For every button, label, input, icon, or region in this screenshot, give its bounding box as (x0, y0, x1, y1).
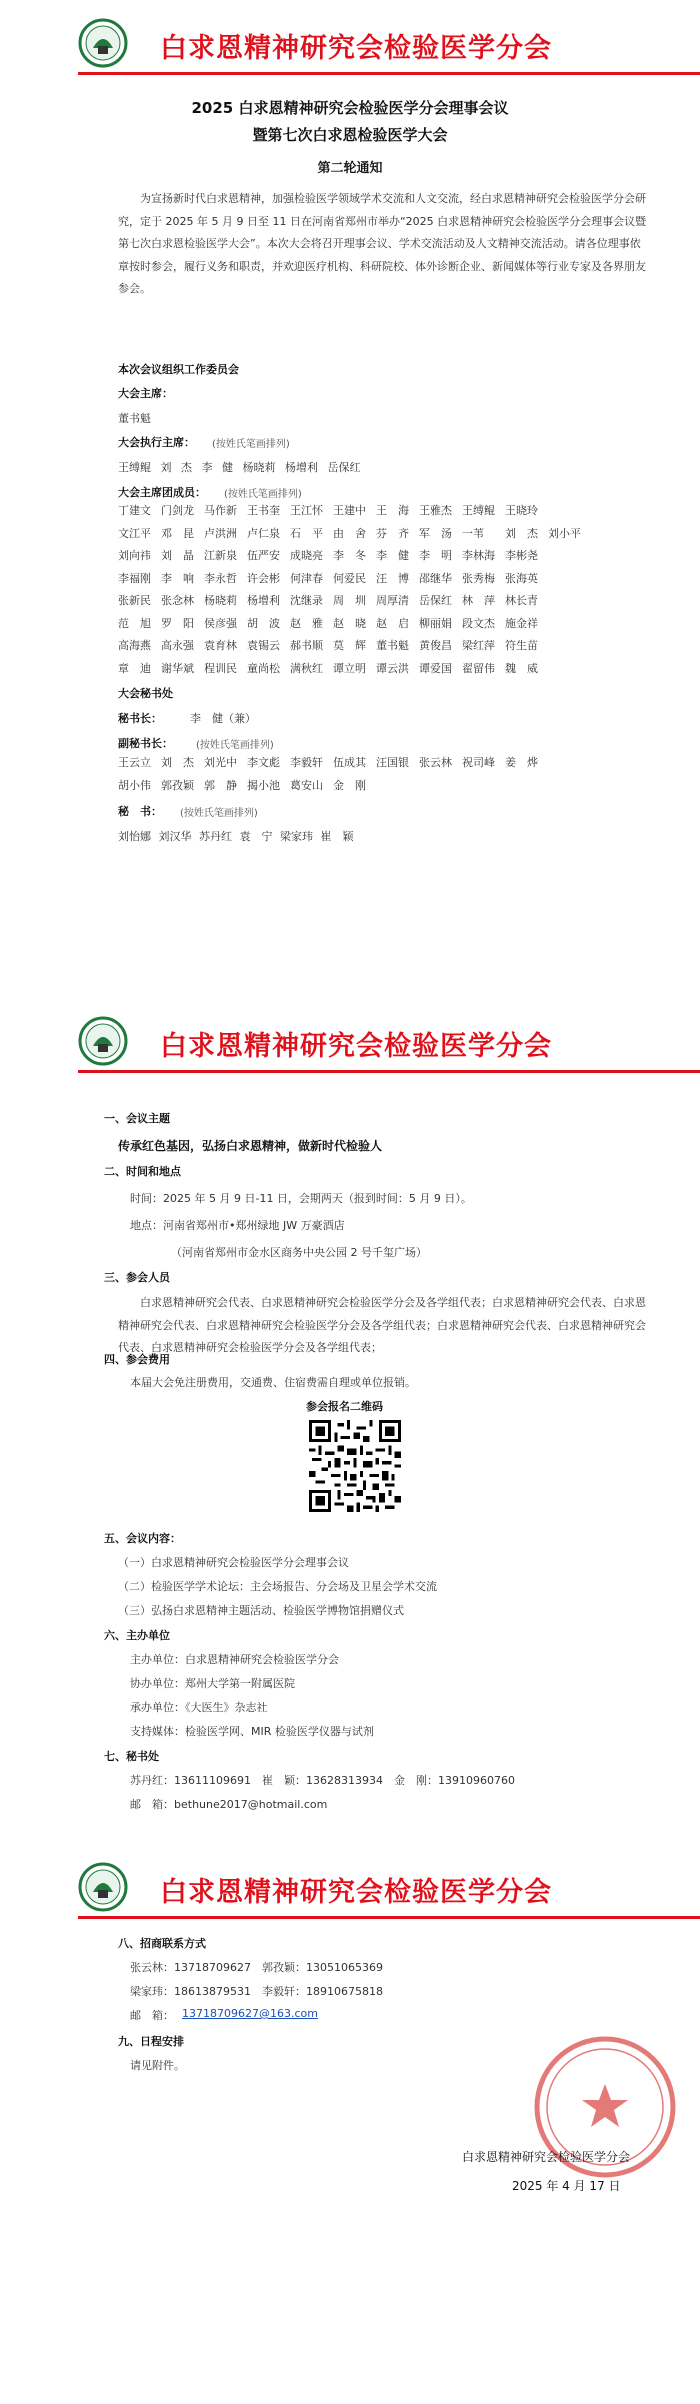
member-name: 何津春 (290, 571, 323, 585)
presidium-names (118, 500, 658, 680)
member-name: 何爱民 (333, 571, 366, 585)
member-name: 杨增利 (247, 594, 280, 607)
member-name: 董书魁 (376, 639, 409, 652)
member-name: 丁建文 (118, 504, 151, 517)
name-row (118, 658, 658, 681)
registration-qr-code-icon[interactable] (309, 1420, 401, 1512)
fees-text: 本届大会免注册费用，交通费、住宿费需自理或单位报销。 (130, 1376, 416, 1389)
section9-heading: 九、日程安排 (118, 2035, 184, 2048)
member-name: 卢仁泉 (247, 526, 280, 540)
name-row (118, 635, 658, 658)
member-name: 张念林 (161, 594, 194, 607)
member-name: 赵 启 (376, 616, 409, 630)
member-name: 葛安山 (290, 778, 323, 792)
section2-heading: 二、时间和地点 (104, 1165, 181, 1178)
member-name: 卢洪洲 (204, 526, 237, 540)
member-name: 童尚松 (247, 661, 280, 675)
member-name: 符生苗 (505, 639, 538, 652)
member-name: 林 萍 (462, 594, 495, 607)
attendees-line3: 白求恩精神研究会代表、白求恩精神研究会检验医学分会及各学组代表； (118, 1318, 646, 1354)
member-name: 段文杰 (462, 616, 495, 630)
exec-chair-label: 大会执行主席： (118, 436, 195, 449)
member-name: 王缚鲲 (462, 504, 495, 517)
content-item-2: （二）检验医学学术论坛：主会场报告、分会场及卫星会学术交流 (118, 1580, 437, 1593)
member-name: 施金祥 (505, 616, 538, 630)
member-name: 胡小伟 (118, 778, 151, 792)
member-name: 梁红萍 (462, 639, 495, 652)
secretary-label: 秘 书： (118, 805, 162, 818)
attendees-line2: 白求恩精神研究会代表、白求恩精神研究会检验医学分会及各学组代表；白求恩精神研究会代表、 (118, 1296, 646, 1332)
member-name: 杨晓莉 (204, 594, 237, 607)
section5-heading: 五、会议内容： (104, 1532, 181, 1545)
content-item-1: （一）白求恩精神研究会检验医学分会理事会议 (118, 1556, 349, 1569)
committee-heading: 本次会议组织工作委员会 (118, 363, 239, 376)
sponsor-email-label: 邮 箱： (130, 2009, 174, 2022)
deputy-sec-label: 副秘书长： (118, 737, 173, 750)
member-name: 程训民 (204, 661, 237, 675)
member-name: 郝书顺 (290, 639, 323, 652)
section1-heading: 一、会议主题 (104, 1112, 170, 1125)
signature-org: 白求恩精神研究会检验医学分会 (462, 2150, 631, 2164)
member-name: 郭孜颖 (161, 778, 194, 792)
member-name: 王雅杰 (419, 504, 452, 517)
meeting-place: 地点：河南省郑州市•郑州绿地 JW 万豪酒店 (130, 1219, 345, 1232)
undertake-unit: 承办单位：《大医生》杂志社 (130, 1701, 268, 1714)
member-name: 汪 博 (376, 571, 409, 585)
chair-names: 董书魁 (118, 412, 151, 425)
secretary-names: 刘怡娜 刘汉华 苏丹红 袁 宁 梁家玮 崔 颖 (118, 830, 354, 843)
member-name: 刘向祎 (118, 549, 151, 562)
qr-code-title: 参会报名二维码 (306, 1400, 383, 1413)
member-name: 胡 波 (247, 616, 280, 630)
member-name: 李福刚 (118, 571, 151, 585)
organization-name: 白求恩精神研究会检验医学分会 (160, 1031, 552, 1062)
member-name: 军 汤 (419, 526, 452, 540)
member-name: 成晓亮 (290, 549, 323, 562)
attendees-text (118, 1292, 648, 1360)
member-name: 祝司峰 (462, 756, 495, 769)
member-name: 李 冬 (333, 549, 366, 562)
host-unit: 主办单位：白求恩精神研究会检验医学分会 (130, 1653, 339, 1666)
member-name: 芬 齐 (376, 526, 409, 540)
member-name: 李林海 (462, 549, 495, 562)
member-name: 袁锡云 (247, 639, 280, 652)
member-name: 林长青 (505, 594, 538, 607)
member-name: 王 海 (376, 504, 409, 517)
sponsor-contacts-row1: 张云林：13718709627 郭孜颖：13051065369 (130, 1961, 383, 1974)
name-row (118, 568, 658, 591)
meeting-address: （河南省郑州市金水区商务中央公园 2 号千玺广场） (171, 1246, 427, 1259)
deputy-sec-note: (按姓氏笔画排列) (196, 740, 274, 751)
page-header (0, 12, 700, 78)
chair-label: 大会主席： (118, 387, 173, 400)
member-name: 李彬尧 (505, 549, 538, 562)
member-name: 李 明 (419, 549, 452, 562)
member-name: 章 迪 (118, 661, 151, 675)
member-name: 揭小池 (247, 778, 280, 792)
page-header (0, 1856, 700, 1922)
member-name: 石 平 (290, 526, 323, 540)
name-row (118, 590, 658, 613)
schedule-text: 请见附件。 (130, 2059, 185, 2072)
member-name: 伍成其 (333, 756, 366, 769)
member-name: 刘 杰 (161, 756, 194, 769)
secretariat-contacts: 苏丹红：13611109691 崔 颖：13628313934 金 刚：13910960760 (130, 1774, 515, 1787)
member-name: 由 舍 (333, 526, 366, 540)
member-name: 翟留伟 (462, 661, 495, 675)
sponsor-contacts-row2: 梁家玮：18613879531 李毅轩：18910675818 (130, 1985, 383, 1998)
member-name: 一苇 (462, 526, 484, 540)
member-name: 张新民 (118, 594, 151, 607)
organization-logo-icon (78, 1016, 128, 1066)
member-name: 李毅轩 (290, 756, 323, 769)
doc-title-line3: 第二轮通知 (317, 161, 383, 176)
member-name: 李 健 (376, 549, 409, 562)
organization-name: 白求恩精神研究会检验医学分会 (160, 1877, 552, 1908)
name-row (118, 613, 658, 636)
name-row (118, 500, 658, 523)
name-row (118, 752, 658, 775)
member-name: 刘光中 (204, 756, 237, 769)
member-name: 张云林 (419, 756, 452, 769)
member-name: 高海燕 (118, 639, 151, 652)
section7-heading: 七、秘书处 (104, 1750, 159, 1763)
member-name: 刘 杰 (505, 526, 538, 540)
section3-heading: 三、参会人员 (104, 1271, 170, 1284)
member-name: 李文彪 (247, 756, 280, 769)
header-rule (78, 1070, 700, 1073)
member-name: 罗 阳 (161, 616, 194, 630)
support-media: 支持媒体：检验医学网、MIR 检验医学仪器与试剂 (130, 1725, 374, 1738)
secretariat-label: 大会秘书处 (118, 687, 173, 700)
content-item-3: （三）弘扬白求恩精神主题活动、检验医学博物馆捐赠仪式 (118, 1604, 404, 1617)
name-row (118, 775, 658, 798)
doc-title-line2: 暨第七次白求恩检验医学大会 (252, 126, 448, 144)
name-row (118, 523, 658, 546)
attendees-line1: 白求恩精神研究会代表、白求恩精神研究会检验医学分会及各学组代表；白求恩精神研究会代表、 (140, 1296, 613, 1309)
meeting-theme: 传承红色基因，弘扬白求恩精神，做新时代检验人 (118, 1139, 383, 1153)
member-name: 莫 辉 (333, 639, 366, 652)
member-name: 岳保红 (419, 594, 452, 607)
member-name: 柳丽娟 (419, 616, 452, 630)
doc-title-line1: 2025 白求恩精神研究会检验医学分会理事会议 (191, 99, 509, 117)
organization-logo-icon (78, 18, 128, 68)
header-rule (78, 1916, 700, 1919)
meeting-time: 时间：2025 年 5 月 9 日-11 日，会期两天（报到时间：5 月 9 日）。 (130, 1192, 472, 1205)
deputy-sec-names (118, 752, 658, 797)
header-rule (78, 72, 700, 75)
member-name: 刘小平 (548, 526, 581, 540)
member-name: 谭立明 (333, 661, 366, 675)
presidium-label: 大会主席团成员： (118, 486, 206, 499)
member-name: 姜 烨 (505, 756, 538, 769)
presidium-note: (按姓氏笔画排列) (224, 489, 302, 500)
member-name: 张海英 (505, 571, 538, 585)
member-name: 王建中 (333, 504, 366, 517)
exec-chair-note: (按姓氏笔画排列) (212, 439, 290, 450)
section4-heading-used: 四、参会费用 (104, 1353, 170, 1366)
member-name: 汪国银 (376, 756, 409, 769)
exec-chair-names: 王缚鲲 刘 杰 李 健 杨晓莉 杨增利 岳保红 (118, 461, 361, 474)
member-name: 谭爱国 (419, 661, 452, 675)
member-name: 黄俊昌 (419, 639, 452, 652)
member-name: 张秀梅 (462, 571, 495, 585)
member-name: 马作新 (204, 504, 237, 517)
page-header (0, 1010, 700, 1076)
organization-logo-icon (78, 1862, 128, 1912)
secretary-note: (按姓氏笔画排列) (180, 808, 258, 819)
member-name: 王书奎 (247, 504, 280, 517)
sec-general-label: 秘书长： (118, 712, 162, 725)
signature-date: 2025 年 4 月 17 日 (512, 2179, 621, 2193)
member-name: 刘 晶 (161, 549, 194, 562)
member-name: 门剑龙 (161, 504, 194, 517)
member-name: 赵 晓 (333, 616, 366, 630)
member-name: 邓 昆 (161, 526, 194, 540)
member-name: 王晓玲 (505, 504, 538, 517)
member-name: 沈继录 (290, 594, 323, 607)
member-name: 侯彦强 (204, 616, 237, 630)
secretariat-email: 邮 箱：bethune2017@hotmail.com (130, 1798, 328, 1811)
member-name: 谢华斌 (161, 661, 194, 675)
member-name: 周 圳 (333, 594, 366, 607)
member-name: 王江怀 (290, 504, 323, 517)
co-host-unit: 协办单位：郑州大学第一附属医院 (130, 1677, 295, 1690)
section6-heading: 六、主办单位 (104, 1629, 170, 1642)
member-name: 邵继华 (419, 571, 452, 585)
member-name: 李永哲 (204, 571, 237, 585)
member-name: 周厚清 (376, 594, 409, 607)
member-name: 伍严安 (247, 549, 280, 562)
member-name: 赵 雅 (290, 616, 323, 630)
member-name: 许会彬 (247, 571, 280, 585)
member-name: 范 旭 (118, 616, 151, 630)
section8-heading: 八、招商联系方式 (118, 1937, 206, 1950)
member-name: 文江平 (118, 526, 151, 540)
intro-paragraph: 为宣扬新时代白求恩精神，加强检验医学领域学术交流和人文交流，经白求恩精神研究会检验医学分会研究，定于 2025 年 5 月 9 日至 11 日在河南省郑州市举办“2025 白求恩精神研究会检验医学分会理事会议暨第七次白求恩检验医学大会”。本次大会将召开理事会议、学术交流活动及人文精神交流活动。请各位理事依章按时参会，履行义务和职责，并欢迎医疗机构、科研院校、体外诊断企业、新闻媒体等行业专家及各界朋友参会。 (118, 192, 647, 295)
member-name: 李 响 (161, 571, 194, 585)
member-name: 金 刚 (333, 778, 366, 792)
page-1 (0, 0, 700, 870)
member-name: 王云立 (118, 756, 151, 769)
name-row (118, 545, 658, 568)
member-name: 江新泉 (204, 549, 237, 562)
sponsor-email-link[interactable]: 13718709627@163.com (182, 2007, 318, 2020)
organization-name: 白求恩精神研究会检验医学分会 (160, 33, 552, 64)
member-name: 满秋红 (290, 661, 323, 675)
sec-general-names: 李 健（兼） (190, 712, 256, 725)
member-name: 郭 静 (204, 778, 237, 792)
member-name: 谭云洪 (376, 661, 409, 675)
member-name: 袁育林 (204, 639, 237, 652)
member-name: 魏 威 (505, 661, 538, 675)
member-name: 高永强 (161, 639, 194, 652)
